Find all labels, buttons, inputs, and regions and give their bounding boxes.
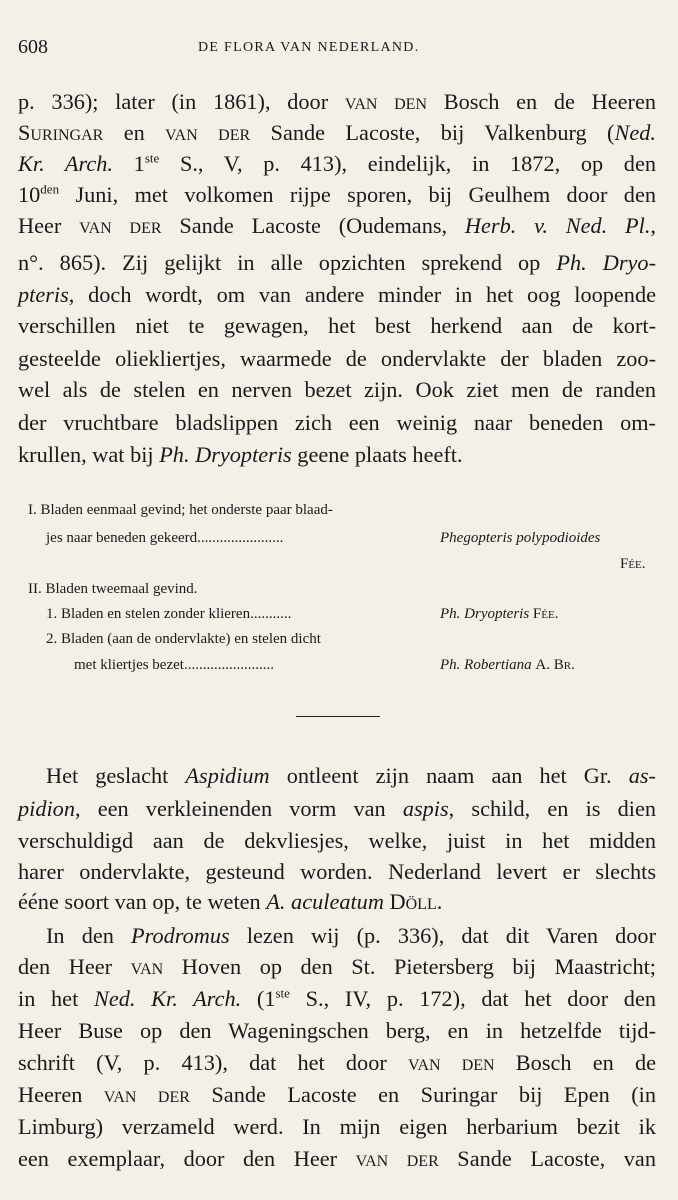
text-segment: verschillen niet te gewagen, het best herkend aan de kort- bbox=[18, 313, 656, 338]
species-name: Ph. Robertiana bbox=[440, 657, 532, 673]
text-line bbox=[18, 150, 656, 178]
text-segment: pteris bbox=[18, 282, 69, 307]
key-species-name bbox=[440, 528, 600, 548]
page-number: 608 bbox=[18, 36, 48, 58]
text-segment: Sande Lacoste, bij Valkenburg ( bbox=[250, 120, 615, 145]
text-line bbox=[18, 795, 656, 823]
text-segment: ste bbox=[144, 150, 160, 166]
text-segment: (1 bbox=[241, 986, 276, 1011]
text-line bbox=[18, 1017, 656, 1045]
text-line bbox=[18, 376, 656, 404]
text-line bbox=[18, 181, 656, 209]
text-segment: , doch wordt, om van andere minder in het oog loopende bbox=[68, 282, 656, 307]
text-segment: , een verkleinenden vorm van bbox=[74, 796, 403, 821]
key-author: A. Br. bbox=[535, 657, 575, 673]
text-segment: Sande Lacoste (Oudemans, bbox=[161, 213, 465, 238]
text-segment: ontleent zijn naam aan het Gr. bbox=[269, 763, 629, 788]
text-segment: Bosch en de Heeren bbox=[427, 89, 657, 114]
text-segment: S., IV, p. 172), dat het door den bbox=[289, 986, 657, 1011]
section-divider bbox=[296, 716, 380, 717]
species-name: Phegopteris polypodioides bbox=[440, 530, 601, 546]
running-title: DE FLORA VAN NEDERLAND. bbox=[198, 40, 420, 55]
text-line bbox=[18, 345, 656, 373]
key-author: Fée. bbox=[620, 556, 646, 572]
key-text: jes naar beneden gekeerd bbox=[46, 530, 198, 546]
text-segment: wel als de stelen en nerven bezet zijn. Ook ziet men de randen bbox=[18, 377, 656, 402]
species-name: Ph. Dryopteris bbox=[440, 606, 530, 622]
text-segment: Juni, met volkomen rijpe sporen, bij Geulhem door den bbox=[59, 182, 656, 207]
text-line bbox=[18, 1145, 656, 1173]
key-line-4: II. Bladen tweemaal gevind. bbox=[28, 581, 198, 597]
text-segment: in het bbox=[18, 986, 94, 1011]
text-segment: geene plaats heeft. bbox=[291, 442, 463, 467]
text-segment: van der bbox=[165, 120, 251, 145]
key-text: met kliertjes bezet bbox=[74, 657, 184, 673]
text-line bbox=[46, 762, 656, 790]
text-segment: van der bbox=[103, 1082, 190, 1107]
text-segment: n°. 865). Zij gelijkt in alle opzichten sprekend op bbox=[18, 250, 557, 275]
key-author: Fée. bbox=[532, 606, 559, 622]
text-line bbox=[18, 1113, 656, 1141]
text-segment: Prodromus bbox=[131, 923, 230, 948]
key-line-5 bbox=[46, 604, 291, 624]
text-segment: , bbox=[650, 213, 656, 238]
text-line bbox=[18, 1081, 656, 1109]
text-segment: Aspidium bbox=[185, 763, 270, 788]
text-line bbox=[46, 922, 656, 950]
text-segment: van den bbox=[344, 89, 428, 114]
text-segment: schrift (V, p. 413), dat het door bbox=[18, 1050, 408, 1075]
text-line bbox=[18, 888, 442, 916]
text-segment: verschuldigd aan de dekvliesjes, welke, juist in het midden bbox=[18, 828, 656, 853]
text-line bbox=[18, 441, 463, 469]
key-line-1: I. Bladen eenmaal gevind; het onderste paar blaad- bbox=[28, 502, 333, 518]
text-line bbox=[18, 88, 656, 116]
key-line-6: 2. Bladen (aan de ondervlakte) en stelen dicht bbox=[46, 631, 321, 647]
text-segment: pidion bbox=[18, 796, 75, 821]
text-segment: Ned. bbox=[614, 120, 656, 145]
text-segment: van den bbox=[407, 1050, 495, 1075]
text-segment: van der bbox=[79, 213, 162, 238]
text-segment: een exemplaar, door den Heer bbox=[18, 1146, 356, 1171]
text-segment: Bosch en de bbox=[494, 1050, 656, 1075]
text-segment: A. aculeatum bbox=[266, 889, 384, 914]
text-line bbox=[18, 249, 656, 277]
text-segment: Sande Lacoste, van bbox=[438, 1146, 656, 1171]
key-species-name bbox=[440, 604, 558, 624]
text-segment: as- bbox=[628, 763, 656, 788]
text-segment: Heer Buse op den Wageningschen berg, en in hetzelfde tijd- bbox=[18, 1018, 656, 1043]
text-segment: 1 bbox=[113, 151, 145, 176]
text-line bbox=[18, 281, 656, 309]
text-segment: Hoven op den St. Pietersberg bij Maastricht; bbox=[163, 954, 656, 979]
key-species-name bbox=[440, 655, 575, 675]
text-segment: Döll. bbox=[389, 889, 443, 914]
text-segment: van bbox=[130, 954, 164, 979]
text-segment: ééne soort van op, te weten bbox=[18, 889, 267, 914]
text-segment: , schild, en is dien bbox=[448, 796, 656, 821]
text-segment: den bbox=[40, 181, 60, 197]
text-segment: S., V, p. 413), eindelijk, in 1872, op den bbox=[159, 151, 656, 176]
text-segment: Suringar bbox=[18, 120, 104, 145]
text-segment: aspis bbox=[402, 796, 449, 821]
text-segment: Ph. Dryopteris bbox=[159, 442, 292, 467]
text-segment: den Heer bbox=[18, 954, 131, 979]
text-segment: Heeren bbox=[18, 1082, 104, 1107]
text-line bbox=[18, 312, 656, 340]
text-segment: Ned. Kr. Arch. bbox=[93, 986, 242, 1011]
text-line bbox=[18, 953, 656, 981]
text-line bbox=[18, 985, 656, 1013]
text-segment: van der bbox=[355, 1146, 439, 1171]
text-segment: p. 336); later (in 1861), door bbox=[18, 89, 345, 114]
text-line bbox=[18, 119, 656, 147]
text-segment: harer ondervlakte, gesteund worden. Nederland levert er slechts bbox=[18, 859, 656, 884]
text-segment: Het geslacht bbox=[46, 763, 186, 788]
text-segment: ste bbox=[275, 985, 290, 1001]
text-segment: Heer bbox=[18, 213, 80, 238]
text-segment: Kr. Arch. bbox=[18, 151, 114, 176]
text-segment: 10 bbox=[18, 182, 41, 207]
page-header bbox=[18, 36, 658, 60]
text-line bbox=[18, 212, 656, 240]
text-segment: en bbox=[103, 120, 166, 145]
key-line-7 bbox=[74, 655, 274, 675]
key-text: 1. Bladen en stelen zonder klieren bbox=[46, 606, 251, 622]
text-line bbox=[18, 1049, 656, 1077]
text-segment: krullen, wat bij bbox=[18, 442, 160, 467]
leader-dots: ....................... bbox=[197, 530, 284, 546]
leader-dots: ........................ bbox=[183, 657, 274, 673]
text-segment: gesteelde oliekliertjes, waarmede de ondervlakte der bladen zoo- bbox=[18, 346, 656, 371]
text-segment: Limburg) verzameld werd. In mijn eigen herbarium bezit ik bbox=[18, 1114, 656, 1139]
text-segment: Herb. v. Ned. Pl. bbox=[464, 213, 651, 238]
text-line bbox=[18, 858, 656, 886]
text-segment: Sande Lacoste en Suringar bij Epen (in bbox=[189, 1082, 656, 1107]
text-line bbox=[18, 409, 656, 437]
leader-dots: ........... bbox=[250, 606, 292, 622]
text-segment: Ph. Dryo- bbox=[556, 250, 657, 275]
key-line-2 bbox=[46, 528, 283, 548]
text-segment: lezen wij (p. 336), dat dit Varen door bbox=[229, 923, 656, 948]
text-segment: der vruchtbare bladslippen zich een weinig naar beneden om- bbox=[18, 410, 656, 435]
text-segment: In den bbox=[46, 923, 131, 948]
text-line bbox=[18, 827, 656, 855]
